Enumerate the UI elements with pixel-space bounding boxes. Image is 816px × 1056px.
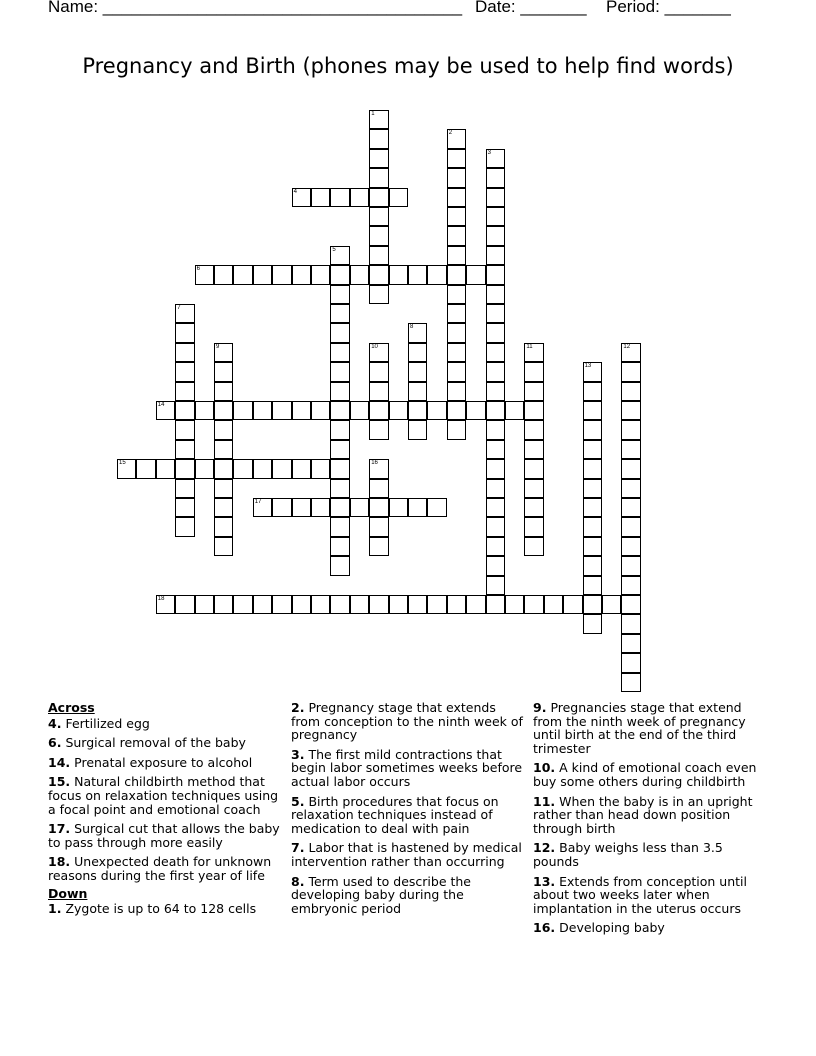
crossword-cell[interactable]	[447, 323, 466, 342]
crossword-cell[interactable]	[311, 498, 330, 517]
crossword-cell[interactable]	[253, 401, 272, 420]
crossword-cell[interactable]	[330, 459, 349, 478]
crossword-cell[interactable]	[447, 362, 466, 381]
crossword-cell[interactable]	[447, 304, 466, 323]
crossword-cell[interactable]	[253, 498, 272, 517]
clue-down-5: 5. Birth procedures that focus on relaxation techniques instead of medication to deal with pain	[291, 793, 499, 836]
clue-down-2: 2. Pregnancy stage that extends from conception to the ninth week of pregnancy	[291, 700, 523, 743]
date-field[interactable]: Date: _______	[475, 0, 587, 16]
crossword-cell[interactable]	[292, 401, 311, 420]
clue-down-16: 16. Developing baby	[533, 920, 665, 936]
crossword-cell[interactable]	[486, 226, 505, 245]
crossword-cell[interactable]	[466, 595, 485, 614]
crossword-cell[interactable]	[408, 323, 427, 342]
crossword-cell[interactable]	[621, 576, 640, 595]
crossword-cell[interactable]	[350, 265, 369, 284]
crossword-cell[interactable]	[486, 265, 505, 284]
crossword-cell[interactable]	[621, 498, 640, 517]
crossword-cell[interactable]	[175, 479, 194, 498]
clue-number: 17	[254, 499, 262, 505]
crossword-cell[interactable]	[621, 634, 640, 653]
crossword-cell[interactable]	[233, 401, 252, 420]
crossword-cell[interactable]	[524, 537, 543, 556]
crossword-cell[interactable]	[292, 595, 311, 614]
crossword-cell[interactable]	[389, 595, 408, 614]
crossword-cell[interactable]	[330, 246, 349, 265]
crossword-cell[interactable]	[156, 401, 175, 420]
crossword-cell[interactable]	[447, 149, 466, 168]
crossword-cell[interactable]	[330, 537, 349, 556]
crossword-cell[interactable]	[330, 556, 349, 575]
crossword-cell[interactable]	[311, 188, 330, 207]
clue-number: 14	[157, 402, 165, 408]
clue-column-2	[291, 701, 523, 921]
crossword-cell[interactable]	[447, 226, 466, 245]
crossword-cell[interactable]	[486, 420, 505, 439]
crossword-cell[interactable]	[272, 595, 291, 614]
crossword-cell[interactable]	[486, 343, 505, 362]
crossword-cell[interactable]	[369, 420, 388, 439]
crossword-cell[interactable]	[486, 517, 505, 536]
crossword-cell[interactable]	[408, 382, 427, 401]
crossword-cell[interactable]	[408, 343, 427, 362]
crossword-cell[interactable]	[330, 343, 349, 362]
crossword-cell[interactable]	[621, 401, 640, 420]
clue-number: 15	[119, 460, 126, 467]
clue-number: 5	[332, 246, 336, 253]
crossword-cell[interactable]	[621, 595, 640, 614]
crossword-cell[interactable]	[350, 498, 369, 517]
clue-number: 16	[371, 460, 378, 467]
crossword-cell[interactable]	[214, 537, 233, 556]
crossword-cell[interactable]	[486, 440, 505, 459]
crossword-cell[interactable]	[583, 479, 602, 498]
crossword-cell[interactable]	[175, 362, 194, 381]
crossword-cell[interactable]	[292, 459, 311, 478]
crossword-cell[interactable]	[156, 595, 175, 614]
crossword-cell[interactable]	[408, 595, 427, 614]
crossword-cell[interactable]	[505, 595, 524, 614]
clue-down-3: 3. The first mild contractions that begin labor sometimes weeks before actual labor occurs	[291, 746, 523, 789]
crossword-cell[interactable]	[272, 459, 291, 478]
crossword-cell[interactable]	[621, 673, 640, 692]
crossword-cell[interactable]	[447, 401, 466, 420]
crossword-cell[interactable]	[486, 207, 505, 226]
crossword-cell[interactable]	[214, 595, 233, 614]
crossword-cell[interactable]	[330, 362, 349, 381]
crossword-cell[interactable]	[447, 285, 466, 304]
crossword-cell[interactable]	[505, 401, 524, 420]
crossword-cell[interactable]	[195, 265, 214, 284]
crossword-cell[interactable]	[214, 498, 233, 517]
crossword-cell[interactable]	[272, 265, 291, 284]
crossword-cell[interactable]	[369, 265, 388, 284]
crossword-cell[interactable]	[175, 420, 194, 439]
crossword-cell[interactable]	[621, 479, 640, 498]
crossword-cell[interactable]	[156, 459, 175, 478]
crossword-cell[interactable]	[583, 576, 602, 595]
crossword-cell[interactable]	[447, 265, 466, 284]
crossword-cell[interactable]	[389, 498, 408, 517]
crossword-cell[interactable]	[136, 459, 155, 478]
crossword-cell[interactable]	[583, 401, 602, 420]
crossword-cell[interactable]	[583, 459, 602, 478]
crossword-cell[interactable]	[330, 188, 349, 207]
crossword-cell[interactable]	[389, 265, 408, 284]
crossword-cell[interactable]	[486, 246, 505, 265]
clue-across-4: 4. Fertilized egg	[48, 715, 150, 731]
crossword-cell[interactable]	[369, 226, 388, 245]
crossword-cell[interactable]	[272, 498, 291, 517]
crossword-cell[interactable]	[311, 595, 330, 614]
crossword-cell[interactable]	[369, 110, 388, 129]
crossword-cell[interactable]	[524, 362, 543, 381]
crossword-cell[interactable]	[524, 401, 543, 420]
across-heading: Across	[48, 700, 95, 715]
crossword-cell[interactable]	[350, 401, 369, 420]
crossword-cell[interactable]	[486, 537, 505, 556]
crossword-cell[interactable]	[466, 401, 485, 420]
crossword-cell[interactable]	[253, 459, 272, 478]
crossword-cell[interactable]	[621, 440, 640, 459]
crossword-cell[interactable]	[408, 401, 427, 420]
crossword-cell[interactable]	[253, 265, 272, 284]
crossword-cell[interactable]	[602, 595, 621, 614]
crossword-cell[interactable]	[292, 498, 311, 517]
crossword-cell[interactable]	[175, 595, 194, 614]
crossword-cell[interactable]	[486, 556, 505, 575]
crossword-cell[interactable]	[447, 420, 466, 439]
crossword-cell[interactable]	[175, 517, 194, 536]
crossword-cell[interactable]	[214, 517, 233, 536]
crossword-cell[interactable]	[330, 440, 349, 459]
crossword-cell[interactable]	[524, 420, 543, 439]
crossword-cell[interactable]	[486, 285, 505, 304]
period-field[interactable]: Period: _______	[606, 0, 731, 16]
crossword-cell[interactable]	[330, 304, 349, 323]
crossword-cell[interactable]	[486, 595, 505, 614]
crossword-cell[interactable]	[583, 498, 602, 517]
crossword-cell[interactable]	[486, 382, 505, 401]
crossword-cell[interactable]	[330, 382, 349, 401]
clue-number: 6	[196, 266, 200, 273]
crossword-cell[interactable]	[330, 265, 349, 284]
crossword-cell[interactable]	[330, 285, 349, 304]
crossword-cell[interactable]	[583, 440, 602, 459]
crossword-cell[interactable]	[214, 479, 233, 498]
crossword-cell[interactable]	[369, 595, 388, 614]
crossword-cell[interactable]	[408, 265, 427, 284]
crossword-cell[interactable]	[330, 595, 349, 614]
crossword-cell[interactable]	[583, 537, 602, 556]
clue-down-13: 13. Extends from conception until about two weeks later when implantation in the uterus occurs	[533, 873, 747, 916]
crossword-cell[interactable]	[195, 401, 214, 420]
crossword-cell[interactable]	[233, 265, 252, 284]
crossword-cell[interactable]	[427, 265, 446, 284]
crossword-cell[interactable]	[621, 556, 640, 575]
crossword-cell[interactable]	[447, 382, 466, 401]
crossword-cell[interactable]	[330, 517, 349, 536]
crossword-cell[interactable]	[621, 537, 640, 556]
crossword-cell[interactable]	[214, 382, 233, 401]
crossword-cell[interactable]	[214, 362, 233, 381]
crossword-cell[interactable]	[583, 614, 602, 633]
crossword-cell[interactable]	[369, 129, 388, 148]
crossword-cell[interactable]	[214, 440, 233, 459]
crossword-cell[interactable]	[486, 401, 505, 420]
crossword-cell[interactable]	[583, 595, 602, 614]
crossword-cell[interactable]	[524, 459, 543, 478]
crossword-cell[interactable]	[330, 323, 349, 342]
crossword-cell[interactable]	[621, 653, 640, 672]
crossword-cell[interactable]	[486, 149, 505, 168]
crossword-cell[interactable]	[369, 168, 388, 187]
crossword-cell[interactable]	[350, 595, 369, 614]
crossword-cell[interactable]	[486, 576, 505, 595]
crossword-cell[interactable]	[369, 246, 388, 265]
crossword-cell[interactable]	[389, 401, 408, 420]
crossword-cell[interactable]	[175, 323, 194, 342]
crossword-cell[interactable]	[214, 343, 233, 362]
crossword-cell[interactable]	[583, 556, 602, 575]
crossword-cell[interactable]	[292, 265, 311, 284]
crossword-cell[interactable]	[214, 420, 233, 439]
clue-across-6: 6. Surgical removal of the baby	[48, 735, 246, 751]
crossword-cell[interactable]	[408, 362, 427, 381]
clue-down-12: 12. Baby weighs less than 3.5 pounds	[533, 840, 723, 869]
crossword-cell[interactable]	[175, 304, 194, 323]
crossword-cell[interactable]	[486, 498, 505, 517]
crossword-cell[interactable]	[175, 382, 194, 401]
clue-number: 10	[371, 343, 378, 350]
clue-down-1: 1. Zygote is up to 64 to 128 cells	[48, 901, 257, 917]
crossword-cell[interactable]	[447, 207, 466, 226]
page-title: Pregnancy and Birth (phones may be used to help find words)	[82, 54, 734, 78]
crossword-cell[interactable]	[621, 362, 640, 381]
crossword-cell[interactable]	[486, 479, 505, 498]
crossword-cell[interactable]	[330, 420, 349, 439]
crossword-cell[interactable]	[369, 343, 388, 362]
clue-across-14: 14. Prenatal exposure to alcohol	[48, 754, 253, 770]
crossword-cell[interactable]	[563, 595, 582, 614]
crossword-cell[interactable]	[214, 401, 233, 420]
crossword-cell[interactable]	[175, 343, 194, 362]
clue-number: 2	[448, 130, 453, 137]
clue-down-10: 10. A kind of emotional coach even buy some others during childbirth	[533, 760, 757, 789]
crossword-cell[interactable]	[253, 595, 272, 614]
crossword-cell[interactable]	[427, 595, 446, 614]
clue-column-1	[48, 701, 280, 922]
clue-number: 12	[623, 343, 631, 350]
crossword-cell[interactable]	[524, 498, 543, 517]
crossword-cell[interactable]	[369, 149, 388, 168]
clue-across-17: 17. Surgical cut that allows the baby to pass through more easily	[48, 821, 280, 850]
crossword-cell[interactable]	[408, 420, 427, 439]
crossword-cell[interactable]	[389, 188, 408, 207]
crossword-cell[interactable]	[369, 188, 388, 207]
clue-number: 4	[293, 188, 297, 195]
crossword-cell[interactable]	[583, 420, 602, 439]
crossword-cell[interactable]	[447, 188, 466, 207]
crossword-cell[interactable]	[466, 265, 485, 284]
crossword-cell[interactable]	[311, 401, 330, 420]
crossword-cell[interactable]	[369, 401, 388, 420]
clue-down-8: 8. Term used to describe the developing baby during the embryonic period	[291, 873, 471, 916]
crossword-cell[interactable]	[350, 188, 369, 207]
crossword-cell[interactable]	[447, 168, 466, 187]
crossword-cell[interactable]	[214, 265, 233, 284]
crossword-cell[interactable]	[583, 362, 602, 381]
crossword-cell[interactable]	[195, 459, 214, 478]
crossword-cell[interactable]	[369, 498, 388, 517]
crossword-cell[interactable]	[524, 343, 543, 362]
crossword-cell[interactable]	[214, 459, 233, 478]
clue-number: 13	[584, 363, 592, 370]
crossword-cell[interactable]	[195, 595, 214, 614]
clue-number: 7	[177, 305, 181, 311]
crossword-cell[interactable]	[447, 246, 466, 265]
crossword-cell[interactable]	[233, 459, 252, 478]
crossword-cell[interactable]	[369, 517, 388, 536]
crossword-cell[interactable]	[447, 129, 466, 148]
crossword-cell[interactable]	[486, 459, 505, 478]
crossword-cell[interactable]	[447, 343, 466, 362]
crossword-cell[interactable]	[583, 517, 602, 536]
crossword-cell[interactable]	[408, 498, 427, 517]
clue-number: 11	[526, 343, 533, 350]
crossword-cell[interactable]	[369, 537, 388, 556]
crossword-cell[interactable]	[369, 479, 388, 498]
clue-down-11: 11. When the baby is in an upright rather than head down position through birth	[533, 793, 753, 836]
clue-number: 8	[410, 324, 414, 331]
crossword-cell[interactable]	[544, 595, 563, 614]
crossword-cell[interactable]	[524, 440, 543, 459]
crossword-cell[interactable]	[524, 517, 543, 536]
crossword-cell[interactable]	[369, 362, 388, 381]
down-heading: Down	[48, 885, 88, 901]
crossword-cell[interactable]	[272, 401, 291, 420]
clue-number: 3	[487, 149, 491, 156]
clue-number: 9	[216, 343, 220, 350]
clue-number: 1	[371, 111, 375, 117]
crossword-cell[interactable]	[330, 479, 349, 498]
crossword-cell[interactable]	[427, 498, 446, 517]
clue-down-9: 9. Pregnancies stage that extend from the ninth week of pregnancy until birth at the end of the third trimester	[533, 700, 746, 756]
clue-down-7: 7. Labor that is hastened by medical intervention rather than occurring	[291, 840, 522, 869]
clue-number: 18	[157, 596, 165, 602]
clue-column-3	[533, 701, 765, 941]
crossword-cell[interactable]	[621, 420, 640, 439]
crossword-cell[interactable]	[330, 401, 349, 420]
crossword-cell[interactable]	[175, 459, 194, 478]
crossword-cell[interactable]	[175, 401, 194, 420]
crossword-cell[interactable]	[369, 459, 388, 478]
crossword-cell[interactable]	[311, 265, 330, 284]
crossword-cell[interactable]	[369, 207, 388, 226]
crossword-cell[interactable]	[117, 459, 136, 478]
crossword-cell[interactable]	[621, 517, 640, 536]
crossword-cell[interactable]	[369, 382, 388, 401]
crossword-cell[interactable]	[621, 343, 640, 362]
crossword-cell[interactable]	[486, 168, 505, 187]
crossword-cell[interactable]	[447, 595, 466, 614]
name-field[interactable]: Name: ______________________________________	[48, 0, 463, 16]
clue-across-15: 15. Natural childbirth method that focus on relaxation techniques using a focal point and emotional coach	[48, 774, 279, 817]
crossword-cell[interactable]	[524, 382, 543, 401]
crossword-cell[interactable]	[292, 188, 311, 207]
crossword-cell[interactable]	[621, 614, 640, 633]
crossword-cell[interactable]	[486, 304, 505, 323]
crossword-cell[interactable]	[486, 362, 505, 381]
crossword-cell[interactable]	[524, 479, 543, 498]
clue-across-18: 18. Unexpected death for unknown reasons during the first year of life	[48, 854, 272, 883]
crossword-cell[interactable]	[486, 323, 505, 342]
crossword-cell[interactable]	[369, 285, 388, 304]
crossword-cell[interactable]	[233, 595, 252, 614]
crossword-cell[interactable]	[583, 382, 602, 401]
crossword-cell[interactable]	[621, 459, 640, 478]
crossword-cell[interactable]	[311, 459, 330, 478]
crossword-cell[interactable]	[486, 188, 505, 207]
crossword-cell[interactable]	[621, 382, 640, 401]
crossword-cell[interactable]	[175, 440, 194, 459]
crossword-cell[interactable]	[175, 498, 194, 517]
crossword-cell[interactable]	[427, 401, 446, 420]
crossword-cell[interactable]	[524, 595, 543, 614]
crossword-cell[interactable]	[330, 498, 349, 517]
